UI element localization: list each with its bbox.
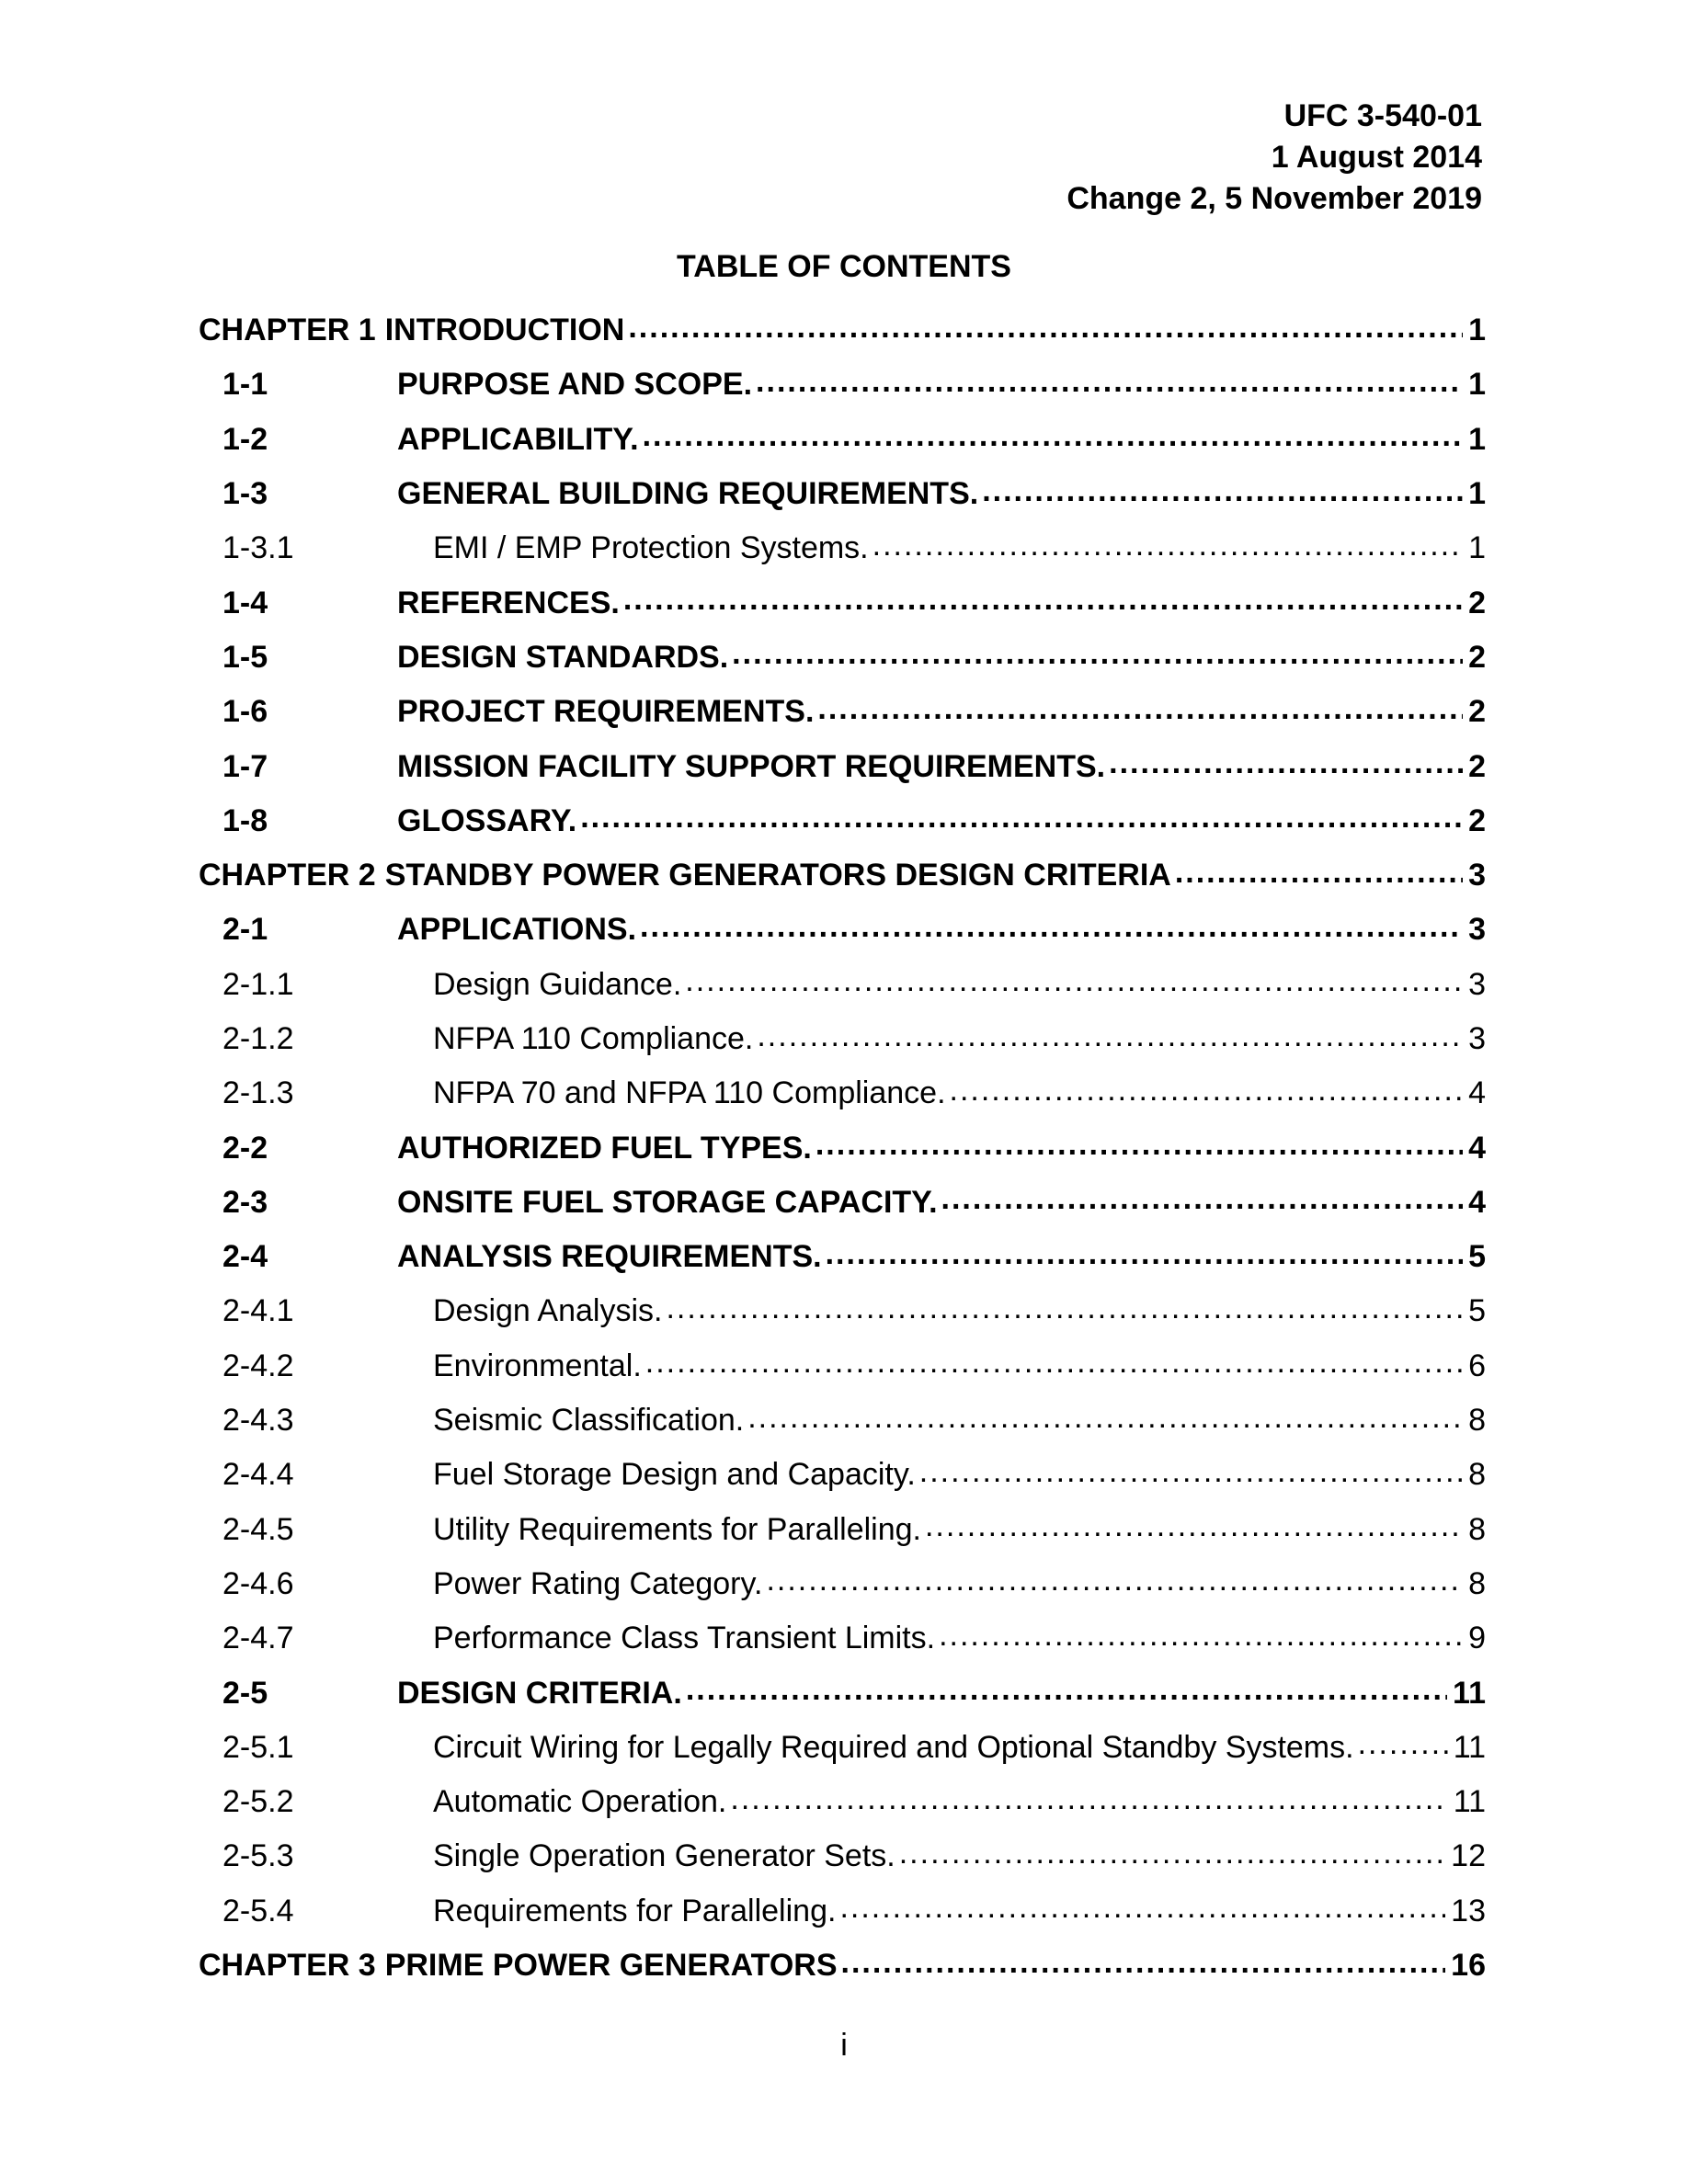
toc-entry-section[interactable] [199, 358, 1486, 412]
toc-entry-number: 2-5.4 [222, 1893, 294, 1928]
toc-entry-number: 2-4.2 [222, 1348, 294, 1383]
toc-entry-number: CHAPTER 3 [199, 1948, 376, 1984]
toc-entry-number: 1-2 [222, 421, 268, 457]
toc-entry-page: 8 [1468, 1565, 1486, 1601]
toc-entry-page: 1 [1468, 367, 1486, 403]
toc-entry-title: Design Guidance. [433, 966, 682, 1002]
toc-entry-page: 2 [1468, 748, 1486, 784]
toc-entry-title: ANALYSIS REQUIREMENTS. [397, 1239, 822, 1275]
toc-entry-title: STANDBY POWER GENERATORS DESIGN CRITERIA [384, 858, 1171, 893]
toc-entry-number: 1-8 [222, 802, 268, 838]
toc-entry-number: 2-4.3 [222, 1403, 294, 1439]
dot-leader [841, 1948, 1446, 1985]
toc-entry-title: NFPA 110 Compliance. [433, 1021, 754, 1056]
toc-entry-sub[interactable] [199, 1012, 1486, 1066]
dot-leader [685, 966, 1463, 1003]
toc-entry-page: 4 [1468, 1184, 1486, 1220]
toc-entry-number: 2-1.3 [222, 1075, 294, 1111]
dot-leader [643, 421, 1464, 458]
toc-entry-section[interactable] [199, 1666, 1486, 1720]
dot-leader [645, 1348, 1463, 1384]
doc-change: Change 2, 5 November 2019 [1066, 181, 1482, 216]
dot-leader [939, 1621, 1463, 1657]
toc-entry-title: Single Operation Generator Sets. [433, 1838, 895, 1874]
toc-entry-page: 5 [1468, 1239, 1486, 1275]
toc-entry-sub[interactable] [199, 1066, 1486, 1120]
dot-leader [757, 1021, 1463, 1058]
toc-entry-title: Design Analysis. [433, 1293, 663, 1329]
document-header [1066, 96, 1482, 220]
toc-entry-number: 2-5.2 [222, 1784, 294, 1820]
toc-entry-page: 16 [1451, 1948, 1486, 1984]
doc-date: 1 August 2014 [1271, 140, 1482, 175]
toc-entry-sub[interactable] [199, 1775, 1486, 1829]
toc-entry-sub[interactable] [199, 521, 1486, 575]
toc-entry-number: 2-5 [222, 1675, 268, 1711]
toc-entry-number: 1-7 [222, 748, 268, 784]
toc-entry-title: PROJECT REQUIREMENTS. [397, 694, 815, 730]
toc-entry-title: ONSITE FUEL STORAGE CAPACITY. [397, 1184, 938, 1220]
toc-entry-sub[interactable] [199, 1448, 1486, 1502]
toc-entry-page: 2 [1468, 639, 1486, 675]
toc-entry-sub[interactable] [199, 1503, 1486, 1557]
toc-entry-page: 8 [1468, 1403, 1486, 1439]
toc-entry-title: Circuit Wiring for Legally Required and Optional Standby Systems. [433, 1729, 1354, 1765]
dot-leader [628, 313, 1463, 349]
toc-entry-title: REFERENCES. [397, 585, 620, 620]
toc-entry-section[interactable] [199, 1120, 1486, 1175]
toc-entry-number: 2-1 [222, 912, 268, 948]
toc-entry-page: 11 [1453, 1784, 1486, 1820]
toc-entry-number: CHAPTER 1 [199, 313, 376, 348]
dot-leader [686, 1675, 1447, 1712]
doc-number: UFC 3-540-01 [1283, 98, 1482, 133]
toc-entry-title: Automatic Operation. [433, 1784, 727, 1820]
toc-entry-sub[interactable] [199, 958, 1486, 1012]
toc-entry-number: 1-4 [222, 585, 268, 620]
toc-entry-sub[interactable] [199, 1284, 1486, 1338]
toc-entry-title: APPLICABILITY. [397, 421, 639, 457]
toc-entry-title: INTRODUCTION [384, 313, 625, 348]
toc-entry-number: 1-3.1 [222, 530, 294, 566]
toc-entry-page: 12 [1451, 1838, 1486, 1874]
toc-entry-title: GENERAL BUILDING REQUIREMENTS. [397, 476, 979, 512]
toc-entry-section[interactable] [199, 685, 1486, 739]
toc-entry-section[interactable] [199, 1230, 1486, 1284]
toc-entry-page: 4 [1468, 1075, 1486, 1111]
toc-entry-number: 2-4 [222, 1239, 268, 1275]
toc-entry-title: AUTHORIZED FUEL TYPES. [397, 1130, 812, 1166]
toc-entry-number: 2-2 [222, 1130, 268, 1166]
toc-entry-number: 1-5 [222, 639, 268, 675]
toc-entry-title: MISSION FACILITY SUPPORT REQUIREMENTS. [397, 748, 1106, 784]
toc-entry-number: 2-1.2 [222, 1021, 294, 1056]
dot-leader [815, 1130, 1463, 1166]
toc-entry-section[interactable] [199, 575, 1486, 630]
table-of-contents [199, 303, 1486, 1993]
toc-entry-title: Requirements for Paralleling. [433, 1893, 837, 1928]
toc-entry-page: 5 [1468, 1293, 1486, 1329]
dot-leader [580, 802, 1463, 839]
toc-entry-title: DESIGN STANDARDS. [397, 639, 729, 675]
dot-leader [623, 585, 1463, 621]
toc-entry-title: PRIME POWER GENERATORS [384, 1948, 838, 1984]
toc-entry-number: 2-4.6 [222, 1565, 294, 1601]
toc-entry-sub[interactable] [199, 1339, 1486, 1393]
toc-entry-page: 1 [1468, 476, 1486, 512]
toc-entry-section[interactable] [199, 903, 1486, 957]
toc-entry-number: 2-4.4 [222, 1457, 294, 1493]
toc-entry-section[interactable] [199, 467, 1486, 521]
toc-entry-sub[interactable] [199, 1393, 1486, 1448]
toc-entry-title: GLOSSARY. [397, 802, 577, 838]
toc-entry-page: 1 [1468, 421, 1486, 457]
toc-entry-number: 2-4.1 [222, 1293, 294, 1329]
dot-leader [873, 530, 1463, 567]
toc-entry-number: 1-3 [222, 476, 268, 512]
toc-entry-number: 2-1.1 [222, 966, 294, 1002]
dot-leader [919, 1457, 1463, 1494]
dot-leader [756, 367, 1463, 404]
dot-leader [1175, 858, 1463, 894]
dot-leader [747, 1403, 1463, 1439]
toc-entry-section[interactable] [199, 1176, 1486, 1230]
toc-entry-number: 2-4.5 [222, 1511, 294, 1547]
dot-leader [1109, 748, 1463, 785]
toc-entry-title: NFPA 70 and NFPA 110 Compliance. [433, 1075, 946, 1111]
toc-entry-title: Environmental. [433, 1348, 642, 1383]
toc-entry-number: 1-1 [222, 367, 268, 403]
toc-entry-title: Seismic Classification. [433, 1403, 745, 1439]
toc-entry-page: 3 [1468, 858, 1486, 893]
dot-leader [766, 1565, 1463, 1602]
toc-entry-page: 2 [1468, 802, 1486, 838]
toc-entry-page: 6 [1468, 1348, 1486, 1383]
toc-entry-title: EMI / EMP Protection Systems. [433, 530, 869, 566]
toc-entry-sub[interactable] [199, 1611, 1486, 1666]
dot-leader [982, 476, 1463, 513]
dot-leader [950, 1075, 1464, 1112]
toc-title: TABLE OF CONTENTS [677, 249, 1011, 284]
toc-entry-title: APPLICATIONS. [397, 912, 637, 948]
toc-entry-sub[interactable] [199, 1721, 1486, 1775]
toc-entry-title: PURPOSE AND SCOPE. [397, 367, 753, 403]
toc-entry-number: 2-5.1 [222, 1729, 294, 1765]
toc-entry-title: Utility Requirements for Paralleling. [433, 1511, 921, 1547]
toc-entry-page: 1 [1468, 530, 1486, 566]
dot-leader [666, 1293, 1463, 1330]
toc-entry-chapter[interactable] [199, 1939, 1486, 1993]
toc-entry-section[interactable] [199, 413, 1486, 467]
toc-entry-title: DESIGN CRITERIA. [397, 1675, 682, 1711]
toc-entry-section[interactable] [199, 794, 1486, 848]
dot-leader [817, 694, 1463, 731]
toc-entry-page: 8 [1468, 1457, 1486, 1493]
dot-leader [640, 912, 1463, 949]
toc-entry-sub[interactable] [199, 1829, 1486, 1883]
toc-entry-number: 2-5.3 [222, 1838, 294, 1874]
toc-entry-page: 3 [1468, 912, 1486, 948]
toc-entry-page: 1 [1468, 313, 1486, 348]
page-number-footer: i [840, 2028, 848, 2063]
toc-entry-section[interactable] [199, 739, 1486, 793]
toc-entry-section[interactable] [199, 631, 1486, 685]
toc-entry-page: 3 [1468, 966, 1486, 1002]
dot-leader [839, 1893, 1445, 1929]
toc-entry-number: CHAPTER 2 [199, 858, 376, 893]
toc-entry-page: 11 [1453, 1729, 1486, 1765]
toc-entry-title: Power Rating Category. [433, 1565, 763, 1601]
toc-entry-number: 1-6 [222, 694, 268, 730]
dot-leader [1358, 1729, 1448, 1766]
toc-entry-number: 2-3 [222, 1184, 268, 1220]
toc-entry-title: Performance Class Transient Limits. [433, 1621, 936, 1656]
toc-entry-page: 2 [1468, 585, 1486, 620]
dot-leader [826, 1239, 1463, 1276]
toc-entry-number: 2-4.7 [222, 1621, 294, 1656]
toc-entry-page: 13 [1451, 1893, 1486, 1928]
toc-entry-page: 11 [1453, 1675, 1486, 1711]
dot-leader [925, 1511, 1463, 1548]
dot-leader [899, 1838, 1445, 1875]
toc-entry-page: 8 [1468, 1511, 1486, 1547]
dot-leader [730, 1784, 1447, 1821]
toc-entry-page: 9 [1468, 1621, 1486, 1656]
toc-entry-page: 4 [1468, 1130, 1486, 1166]
dot-leader [941, 1184, 1464, 1221]
toc-entry-chapter[interactable] [199, 303, 1486, 358]
toc-entry-sub[interactable] [199, 1884, 1486, 1939]
toc-entry-sub[interactable] [199, 1557, 1486, 1611]
toc-entry-title: Fuel Storage Design and Capacity. [433, 1457, 916, 1493]
toc-entry-chapter[interactable] [199, 848, 1486, 903]
dot-leader [732, 639, 1463, 676]
toc-entry-page: 2 [1468, 694, 1486, 730]
toc-entry-page: 3 [1468, 1021, 1486, 1056]
